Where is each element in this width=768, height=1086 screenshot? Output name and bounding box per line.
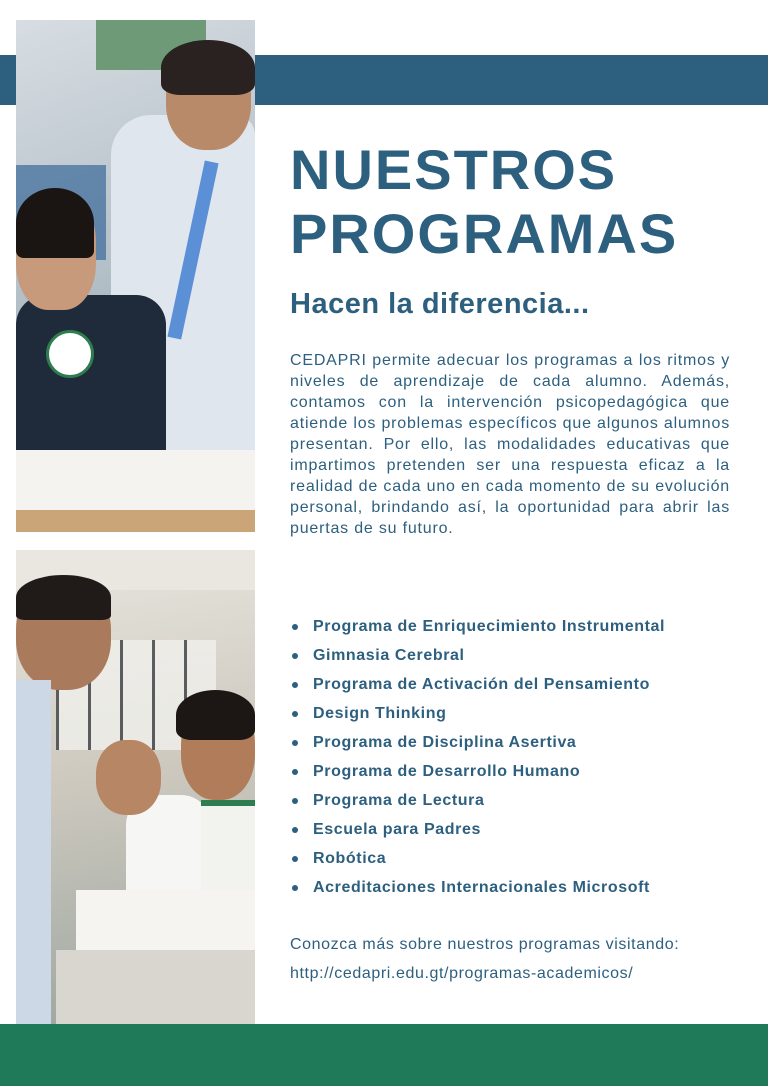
bottom-color-band xyxy=(0,1024,768,1086)
teacher-hair xyxy=(161,40,255,95)
page-subtitle: Hacen la diferencia... xyxy=(290,288,590,320)
program-item: Programa de Desarrollo Humano xyxy=(290,757,750,786)
program-item: Programa de Disciplina Asertiva xyxy=(290,728,750,757)
description-paragraph: CEDAPRI permite adecuar los programas a los ritmos y niveles de aprendizaje de cada alumno. Además, contamos con la intervención psicopedagógica que atiende los problemas específicos que algunos alumnos presentan. Por ello, las modalidades educativas que impartimos pretenden ser una respuesta eficaz a la realidad de cada uno en cada momento de su evolución personal, brindando así, la oportunidad para abrir las puertas de su futuro. xyxy=(290,352,730,537)
desk-surface xyxy=(56,950,255,1024)
title-line-2: PROGRAMAS xyxy=(290,202,679,265)
student-body xyxy=(16,295,166,475)
student-front-hair xyxy=(176,690,255,740)
program-item: Acreditaciones Internacionales Microsoft xyxy=(290,873,750,902)
photo-teacher-student xyxy=(16,20,255,532)
student-hair xyxy=(16,188,94,258)
photo-teacher-students xyxy=(16,550,255,1024)
footer-invite: Conozca más sobre nuestros programas visitando: xyxy=(290,936,680,953)
program-item: Programa de Activación del Pensamiento xyxy=(290,670,750,699)
program-item: Programa de Lectura xyxy=(290,786,750,815)
program-item: Programa de Enriquecimiento Instrumental xyxy=(290,612,750,641)
footer-text xyxy=(290,930,750,988)
title-line-1: NUESTROS xyxy=(290,138,618,201)
teacher-shirt xyxy=(16,680,51,1024)
teacher-hair xyxy=(16,575,111,620)
footer-url-link[interactable]: http://cedapri.edu.gt/programas-academicos/ xyxy=(290,965,634,982)
program-item: Gimnasia Cerebral xyxy=(290,641,750,670)
student-back-head xyxy=(96,740,161,815)
cedapri-logo-patch xyxy=(46,330,94,378)
page-title xyxy=(290,138,750,266)
program-item: Design Thinking xyxy=(290,699,750,728)
program-item: Robótica xyxy=(290,844,750,873)
desk xyxy=(16,510,255,532)
program-list xyxy=(290,612,750,902)
program-item: Escuela para Padres xyxy=(290,815,750,844)
